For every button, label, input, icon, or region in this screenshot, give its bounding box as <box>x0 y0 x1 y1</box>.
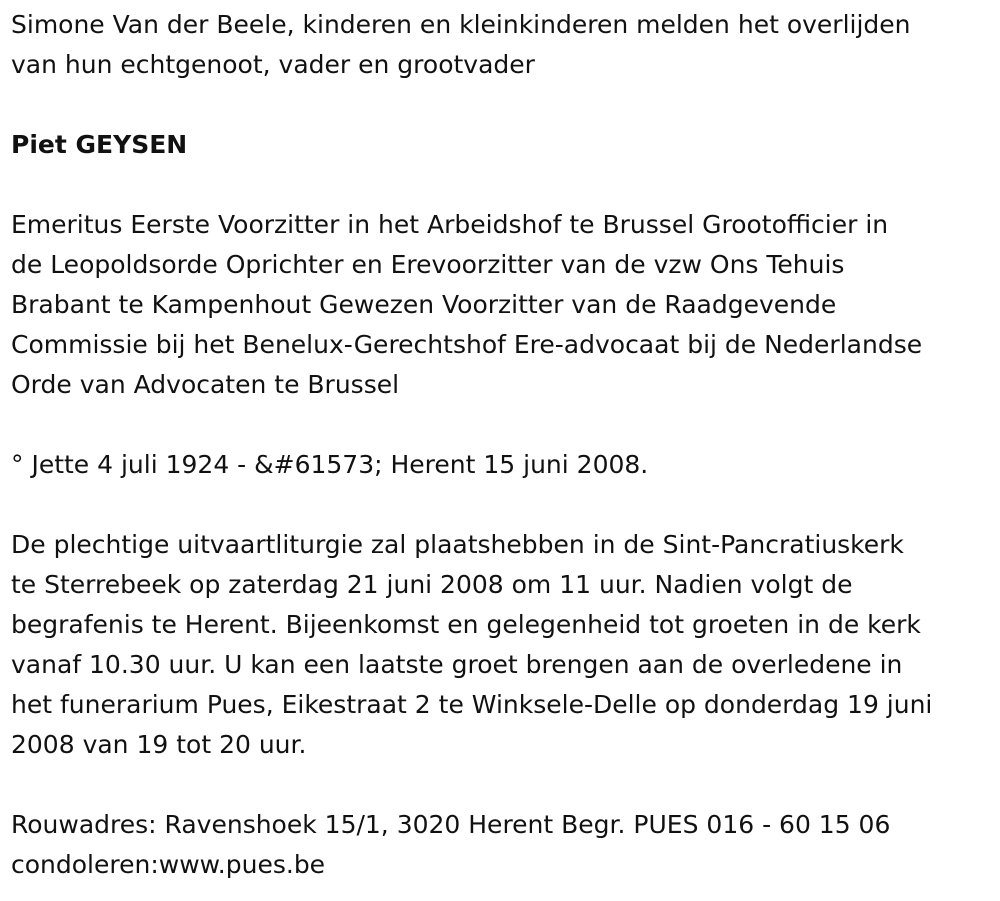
condolences-text: condoleren:www.pues.be <box>11 850 326 879</box>
titles-text: Emeritus Eerste Voorzitter in het Arbeidshof te Brussel Grootofficier in de Leopoldsorde Oprichter en Erevoorzitter van de vzw Ons Tehuis Brabant te Kampenhout Gewezen Voorzitter van de Raadgevende Commissie bij het Benelux-Gerechtshof Ere-advocaat bij de Nederlandse Orde van Advocaten te Brussel <box>11 210 923 399</box>
dates-text: ° Jette 4 juli 1924 - &#61573; Herent 15 juni 2008. <box>11 450 649 479</box>
obituary-notice <box>11 5 991 885</box>
spacer <box>11 485 991 525</box>
spacer <box>11 85 991 125</box>
spacer <box>11 765 991 805</box>
address-text: Rouwadres: Ravenshoek 15/1, 3020 Herent Begr. PUES 016 - 60 15 06 <box>11 810 891 839</box>
spacer <box>11 165 991 205</box>
deceased-name: Piet GEYSEN <box>11 130 188 159</box>
intro-text: Simone Van der Beele, kinderen en kleinkinderen melden het overlijden van hun echtgenoot, vader en grootvader <box>11 10 911 79</box>
funeral-text: De plechtige uitvaartliturgie zal plaatshebben in de Sint-Pancratiuskerk te Sterrebeek op zaterdag 21 juni 2008 om 11 uur. Nadien volgt de begrafenis te Herent. Bijeenkomst en gelegenheid tot groeten in de kerk vanaf 10.30 uur. U kan een laatste groet brengen aan de overledene in het funerarium Pues, Eikestraat 2 te Winksele-Delle op donderdag 19 juni 2008 van 19 tot 20 uur. <box>11 530 933 759</box>
spacer <box>11 405 991 445</box>
